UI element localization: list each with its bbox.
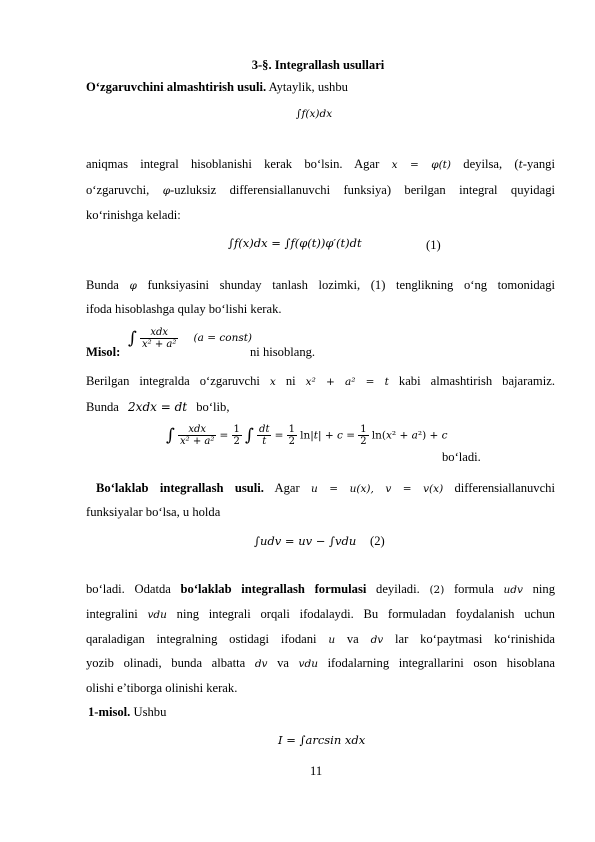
- p1-l1-b: deyilsa, (: [463, 157, 519, 171]
- section2-title: Bo‘laklab integrallash usuli.: [96, 481, 264, 495]
- section2-line7: [86, 680, 555, 696]
- vdu-2: vdu: [298, 658, 318, 670]
- section2-line1: [86, 480, 555, 497]
- var-t: t: [518, 159, 523, 171]
- section1-title-line: [86, 79, 555, 95]
- dv: dv: [370, 634, 384, 646]
- s2-l4-b: ning integrali orqali ifodalaydi. Bu formuladan foydalanish uchun: [176, 607, 555, 621]
- formula-x-phi: x = φ(t): [391, 159, 451, 171]
- ex-l3-b: bo‘lib,: [196, 400, 230, 414]
- section2-line2: [86, 504, 555, 520]
- example1-label: 1-misol.: [88, 705, 131, 719]
- paragraph2-line2: [86, 301, 555, 317]
- paragraph2-line1: [86, 277, 555, 294]
- integral-sign-3: ∫: [245, 425, 254, 446]
- section-heading: 3-§. Integrallash usullari: [251, 58, 385, 72]
- section2-line5: [86, 631, 555, 648]
- integral-sign-2: ∫: [166, 425, 175, 446]
- section2-line3: [86, 581, 555, 598]
- p2-l2: ifoda hisoblashga qulay bo‘lishi kerak.: [86, 302, 282, 316]
- paragraph1-line3: [86, 207, 555, 223]
- formula-2-number: (2): [370, 534, 385, 548]
- section1-intro: Aytaylik, ushbu: [266, 80, 348, 94]
- p2-l1-a: Bunda: [86, 278, 119, 292]
- p1-l2-b: -uzluksiz differensiallanuvchi funksiya) berilgan integral quyidagi: [170, 183, 555, 197]
- s2-l3-b: deyiladi.: [366, 582, 420, 596]
- s2-l6-b: va: [277, 656, 289, 670]
- s2-l6-a: yozib olinadi, bunda albatta: [86, 656, 246, 670]
- vdu: vdu: [147, 609, 167, 621]
- var-x: x: [269, 376, 276, 388]
- p1-l3: ko‘rinishga keladi:: [86, 208, 181, 222]
- s2-l3-d: ning: [532, 582, 556, 596]
- s2-l2: funksiyalar bo‘lsa, u holda: [86, 505, 221, 519]
- s2-l3-bold: bo‘laklab integrallash formulasi: [180, 582, 367, 596]
- integral-sign: ∫: [128, 328, 137, 349]
- example1-line: [88, 705, 166, 720]
- formula-intro: ∫f(x)dx: [296, 108, 333, 120]
- example-line3: [86, 399, 555, 415]
- s2-l3-a: bo‘ladi. Odatda: [86, 582, 181, 596]
- s2-l5-b: va: [346, 632, 359, 646]
- section2-line6: [86, 655, 555, 672]
- example1-formula: I = ∫arcsin xdx: [278, 733, 366, 747]
- example-const: (a = const): [193, 332, 253, 345]
- sol-frac-1: $\frac{\text{xdx}}{\text{x² + a²}}$: [180, 424, 215, 447]
- ex-l2-b: ni: [285, 374, 296, 388]
- example-solution: ∫ $\frac{\text{xdx}}{\text{x² + a²}}$ = $\frac{1}{2}$ ∫ $\frac{dt}{t}$ = $\frac{1}{2}$ ln|t| + c = $\frac{1}{2}$ ln(x² + a²) + c: [166, 424, 448, 447]
- ex-l2-a: Berilgan integralda o‘zgaruvchi: [86, 374, 260, 388]
- section2-line4: [86, 606, 555, 623]
- s2-l7: olishi e’tiborga olinishi kerak.: [86, 681, 238, 695]
- ref-2: (2): [429, 584, 445, 596]
- example-solution-tail: bo‘ladi.: [442, 450, 481, 464]
- formula-2: ∫udv = uv − ∫vdu: [254, 534, 357, 548]
- dv-2: dv: [254, 658, 268, 670]
- sol-frac-5: $\frac{1}{2}$: [360, 424, 367, 447]
- symbol-phi: φ: [162, 185, 171, 197]
- symbol-phi-2: φ: [129, 280, 137, 292]
- s2-l3-c: formula: [453, 582, 494, 596]
- s2-l1-a: Agar: [274, 481, 300, 495]
- var-u: u: [328, 634, 336, 646]
- formula-1-number: (1): [426, 238, 441, 252]
- sol-frac-2: $\frac{1}{2}$: [233, 424, 240, 447]
- example1-text: Ushbu: [130, 705, 167, 719]
- example-tail: ni hisoblang.: [250, 345, 316, 359]
- p1-l1-a: aniqmas integral hisoblanishi kerak bo‘lsin. Agar: [86, 157, 380, 171]
- s2-l6-c: ifodalarning integrallarini oson hisoblana: [327, 656, 555, 670]
- fraction-xdx: $\frac{\text{xdx}}{\text{x² + a²}}$: [142, 327, 177, 350]
- udv: udv: [503, 584, 523, 596]
- sol-frac-4: $\frac{1}{2}$: [288, 424, 295, 447]
- paragraph1-line2: [86, 182, 555, 199]
- s2-l4-a: integralini: [86, 607, 138, 621]
- p2-l1-b: funksiyasini shunday tanlash lozimki, (1) tenglikning o‘ng tomonidagi: [147, 278, 555, 292]
- sol-frac-3: $\frac{dt}{t}$: [259, 424, 270, 447]
- paragraph1-line1: [86, 156, 555, 173]
- differential-formula: 2xdx = dt: [128, 400, 188, 414]
- uv-definition: u = u(x), v = v(x): [311, 483, 444, 495]
- section1-title: O‘zgaruvchini almashtirish usuli.: [86, 80, 267, 94]
- example-formula: [128, 327, 252, 350]
- p1-l2-a: o‘zgaruvchi,: [86, 183, 150, 197]
- example-line2: [86, 373, 555, 390]
- s2-l5-c: lar ko‘paytmasi ko‘rinishida: [395, 632, 555, 646]
- s2-l1-b: differensiallanuvchi: [454, 481, 555, 495]
- page-number: 11: [310, 764, 323, 778]
- ex-l3-a: Bunda: [86, 400, 119, 414]
- p1-l1-c: -yangi: [522, 157, 555, 171]
- substitution-formula: x² + a² = t: [305, 376, 389, 388]
- ex-l2-c: kabi almashtirish bajaramiz.: [398, 374, 555, 388]
- s2-l5-a: qaraladigan integralning ostidagi ifodani: [86, 632, 317, 646]
- formula-1: ∫f(x)dx = ∫f(φ(t))φ′(t)dt: [228, 236, 362, 250]
- example-label: Misol:: [86, 345, 121, 359]
